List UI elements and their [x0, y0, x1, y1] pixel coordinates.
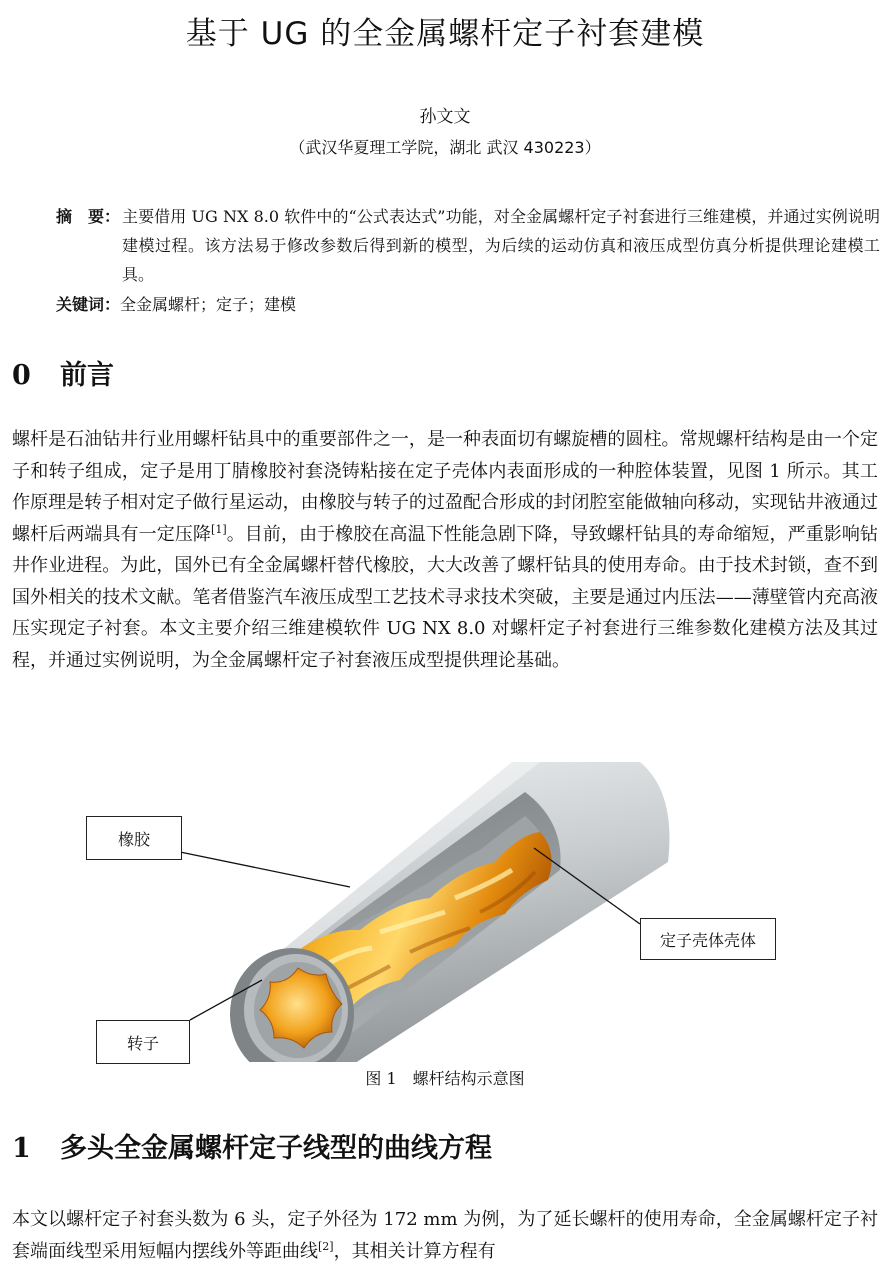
author-affiliation: （武汉华夏理工学院，湖北 武汉 430223）	[289, 138, 601, 157]
figure-1	[0, 752, 890, 1062]
section1-paragraph	[12, 1204, 878, 1267]
section-heading-1	[12, 1126, 492, 1165]
keywords-label: 关键词：	[56, 295, 121, 314]
citation-ref-1[interactable]: [1]	[211, 522, 227, 536]
intro-text-part2: 。目前，由于橡胶在高温下性能急剧下降，导致螺杆钻具的寿命缩短，严重影响钻井作业进程。为此，国外已有全金属螺杆替代橡胶，大大改善了螺杆钻具的使用寿命。由于技术封锁，查不到国外相关的技术文献。笔者借鉴汽车液压成型工艺技术寻求技术突破，主要是通过内压法——薄壁管内充高液压实现定子衬套。本文主要介绍三维建模软件 UG NX 8.0 对螺杆定子衬套进行三维参数化建模方法及其过程，并通过实例说明，为全金属螺杆定子衬套液压成型提供理论基础。	[12, 523, 878, 671]
paper-title: 基于 UG 的全金属螺杆定子衬套建模	[185, 16, 705, 52]
citation-ref-2[interactable]: [2]	[318, 1239, 334, 1253]
keywords	[56, 290, 880, 319]
section-title: 前言	[60, 360, 114, 391]
callout-rotor: 转子	[96, 1020, 190, 1064]
screw-structure-illustration	[0, 752, 890, 1062]
figure-1-caption: 图 1 螺杆结构示意图	[365, 1069, 525, 1088]
abstract-label: 摘 要：	[56, 207, 121, 226]
section1-text-part2: ，其相关计算方程有	[333, 1240, 496, 1262]
section-title: 多头全金属螺杆定子线型的曲线方程	[60, 1133, 492, 1164]
intro-paragraph	[12, 424, 878, 676]
callout-rubber: 橡胶	[86, 816, 182, 860]
section-number: 1	[12, 1133, 31, 1164]
leader-line-rubber	[180, 852, 350, 887]
abstract-text: 主要借用 UG NX 8.0 软件中的“公式表达式”功能，对全金属螺杆定子衬套进行三维建模，并通过实例说明建模过程。该方法易于修改参数后得到新的模型，为后续的运动仿真和液压成型仿真分析提供理论建模工具。	[122, 207, 880, 284]
keywords-text: 全金属螺杆；定子；建模	[120, 295, 297, 314]
section-number: 0	[12, 360, 31, 391]
callout-stator-housing: 定子壳体壳体	[640, 918, 776, 960]
abstract	[56, 202, 880, 289]
author-name: 孙文文	[419, 107, 471, 127]
section-heading-0	[12, 353, 114, 392]
section1-text-part1: 本文以螺杆定子衬套头数为 6 头，定子外径为 172 mm 为例，为了延长螺杆的使用寿命，全金属螺杆定子衬套端面线型采用短幅内摆线外等距曲线	[12, 1209, 878, 1262]
intro-text-part1: 螺杆是石油钻井行业用螺杆钻具中的重要部件之一，是一种表面切有螺旋槽的圆柱。常规螺杆结构是由一个定子和转子组成，定子是用丁腈橡胶衬套浇铸粘接在定子壳体内表面形成的一种腔体装置，见图 1 所示。其工作原理是转子相对定子做行星运动，由橡胶与转子的过盈配合形成的封闭腔室能做轴向移动，实现钻井液通过螺杆后两端具有一定压降	[12, 429, 878, 545]
